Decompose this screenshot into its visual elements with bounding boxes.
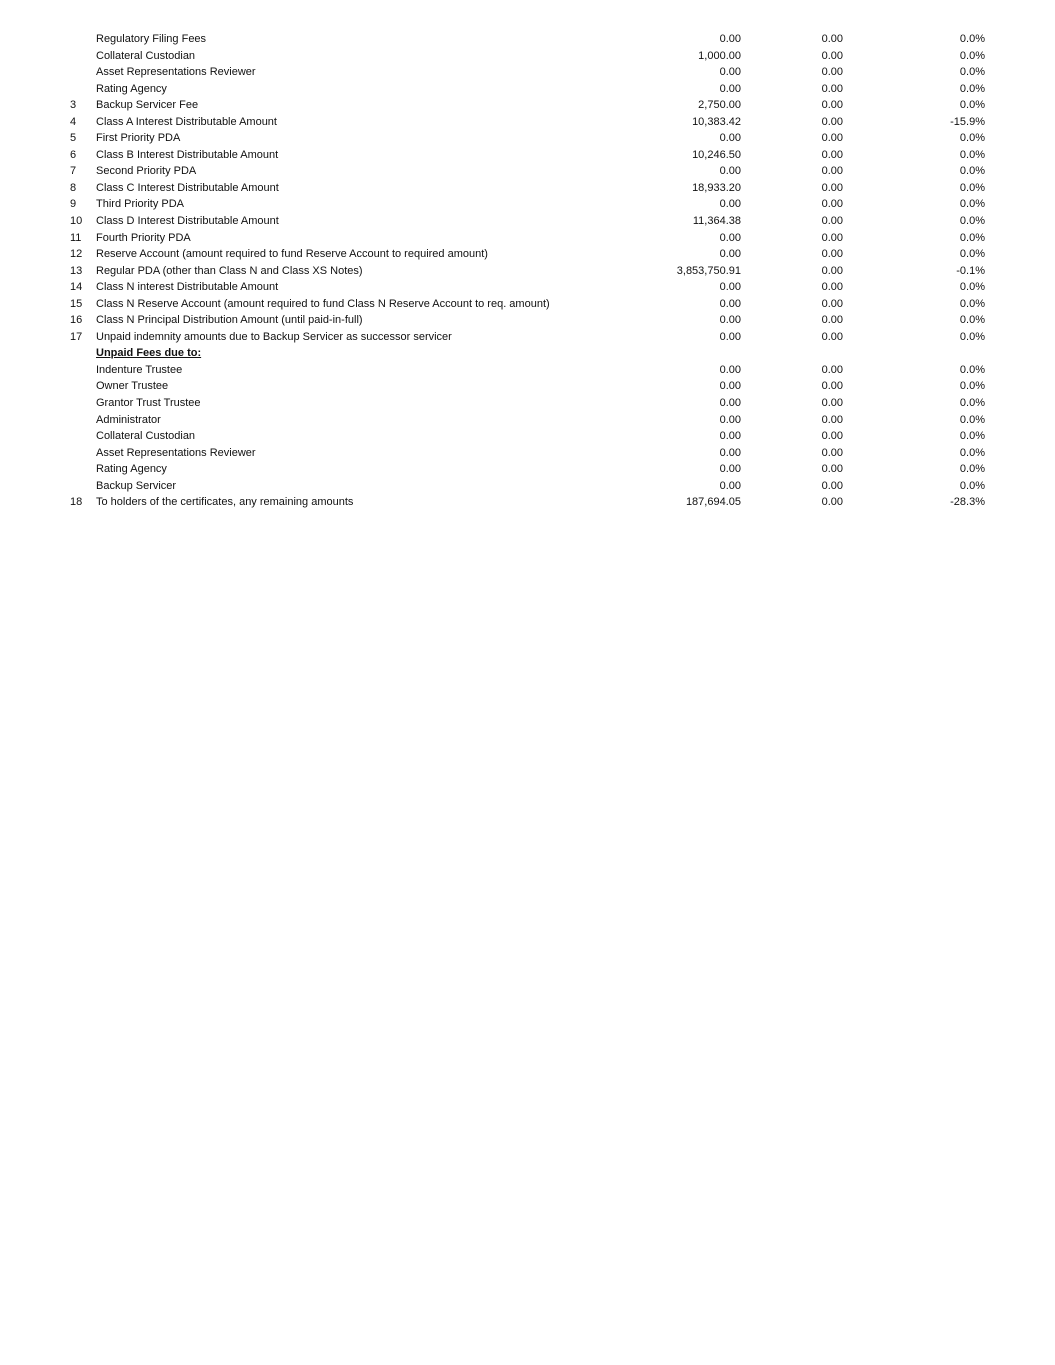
row-amount-secondary: 0.00 bbox=[821, 115, 843, 128]
row-amount: 0.00 bbox=[719, 132, 741, 145]
row-percent-change: 0.0% bbox=[959, 82, 985, 95]
row-amount-secondary: 0.00 bbox=[821, 181, 843, 194]
row-number: 17 bbox=[70, 330, 83, 343]
row-percent-change: 0.0% bbox=[959, 66, 985, 79]
table-row bbox=[0, 461, 1055, 478]
table-row bbox=[0, 163, 1055, 180]
table-row bbox=[0, 362, 1055, 379]
row-number: 13 bbox=[70, 264, 83, 277]
row-label: Class B Interest Distributable Amount bbox=[96, 148, 279, 161]
row-number: 3 bbox=[70, 99, 77, 112]
row-amount-secondary: 0.00 bbox=[821, 165, 843, 178]
row-number: 12 bbox=[70, 248, 83, 261]
row-amount: 0.00 bbox=[719, 198, 741, 211]
table-row bbox=[0, 494, 1055, 511]
row-amount-secondary: 0.00 bbox=[821, 66, 843, 79]
row-number: 7 bbox=[70, 165, 77, 178]
row-number: 11 bbox=[70, 231, 82, 244]
row-amount: 10,246.50 bbox=[692, 148, 741, 161]
row-amount: 10,383.42 bbox=[692, 115, 741, 128]
row-amount-secondary: 0.00 bbox=[821, 132, 843, 145]
section-heading-row bbox=[0, 345, 1055, 362]
row-amount: 1,000.00 bbox=[698, 49, 741, 62]
row-percent-change: 0.0% bbox=[959, 198, 985, 211]
row-percent-change: -15.9% bbox=[950, 115, 985, 128]
table-row bbox=[0, 478, 1055, 495]
row-percent-change: 0.0% bbox=[959, 463, 985, 476]
row-label: Class N Principal Distribution Amount (until paid-in-full) bbox=[96, 314, 363, 327]
row-percent-change: 0.0% bbox=[959, 297, 985, 310]
row-label: Owner Trustee bbox=[96, 380, 169, 393]
row-label: Backup Servicer Fee bbox=[96, 99, 199, 112]
row-number: 16 bbox=[70, 314, 83, 327]
row-amount-secondary: 0.00 bbox=[821, 363, 843, 376]
row-amount: 0.00 bbox=[719, 397, 741, 410]
row-label: Reserve Account (amount required to fund Reserve Account to required amount) bbox=[96, 248, 488, 261]
row-percent-change: 0.0% bbox=[959, 281, 985, 294]
row-label: First Priority PDA bbox=[96, 132, 181, 145]
table-row bbox=[0, 180, 1055, 197]
row-amount-secondary: 0.00 bbox=[821, 148, 843, 161]
row-percent-change: 0.0% bbox=[959, 413, 985, 426]
row-number: 4 bbox=[70, 115, 77, 128]
table-row bbox=[0, 279, 1055, 296]
row-amount: 0.00 bbox=[719, 281, 741, 294]
row-amount-secondary: 0.00 bbox=[821, 380, 843, 393]
table-row bbox=[0, 147, 1055, 164]
row-amount: 0.00 bbox=[719, 165, 741, 178]
row-percent-change: 0.0% bbox=[959, 231, 985, 244]
row-number: 10 bbox=[70, 215, 83, 228]
row-amount: 0.00 bbox=[719, 33, 741, 45]
row-percent-change: 0.0% bbox=[959, 33, 985, 45]
table-row bbox=[0, 114, 1055, 131]
row-number: 14 bbox=[70, 281, 83, 294]
row-percent-change: 0.0% bbox=[959, 330, 985, 343]
row-amount: 0.00 bbox=[719, 314, 741, 327]
row-amount: 0.00 bbox=[719, 380, 741, 393]
row-amount-secondary: 0.00 bbox=[821, 446, 843, 459]
row-label: Backup Servicer bbox=[96, 479, 177, 492]
table-row bbox=[0, 130, 1055, 147]
table-row bbox=[0, 31, 1055, 48]
row-percent-change: 0.0% bbox=[959, 49, 985, 62]
row-label: Administrator bbox=[96, 413, 161, 426]
row-amount: 0.00 bbox=[719, 446, 741, 459]
row-percent-change: 0.0% bbox=[959, 132, 985, 145]
row-amount-secondary: 0.00 bbox=[821, 215, 843, 228]
row-amount: 0.00 bbox=[719, 330, 741, 343]
table-row bbox=[0, 213, 1055, 230]
row-percent-change: 0.0% bbox=[959, 248, 985, 261]
row-amount-secondary: 0.00 bbox=[821, 82, 843, 95]
table-row bbox=[0, 378, 1055, 395]
row-amount-secondary: 0.00 bbox=[821, 297, 843, 310]
row-amount: 18,933.20 bbox=[692, 181, 741, 194]
row-number: 5 bbox=[70, 132, 77, 145]
row-number: 6 bbox=[70, 148, 77, 161]
row-amount-secondary: 0.00 bbox=[821, 231, 843, 244]
row-label: Fourth Priority PDA bbox=[96, 231, 191, 244]
row-amount-secondary: 0.00 bbox=[821, 198, 843, 211]
table-row bbox=[0, 64, 1055, 81]
table-row bbox=[0, 196, 1055, 213]
row-amount-secondary: 0.00 bbox=[821, 463, 843, 476]
row-label: Second Priority PDA bbox=[96, 165, 197, 178]
row-label: Class N Reserve Account (amount required to fund Class N Reserve Account to req. amount) bbox=[96, 297, 550, 310]
row-amount-secondary: 0.00 bbox=[821, 314, 843, 327]
row-label: Unpaid Fees due to: bbox=[96, 347, 202, 360]
row-amount: 0.00 bbox=[719, 363, 741, 376]
row-percent-change: 0.0% bbox=[959, 99, 985, 112]
row-amount: 187,694.05 bbox=[685, 496, 741, 509]
table-row bbox=[0, 395, 1055, 412]
row-amount: 0.00 bbox=[719, 231, 741, 244]
table-row bbox=[0, 48, 1055, 65]
table-row bbox=[0, 97, 1055, 114]
row-label: Asset Representations Reviewer bbox=[96, 446, 256, 459]
distribution-waterfall-table bbox=[0, 31, 1055, 511]
row-label: Indenture Trustee bbox=[96, 363, 183, 376]
row-label: Class D Interest Distributable Amount bbox=[96, 215, 279, 228]
row-number: 18 bbox=[70, 496, 83, 509]
row-amount-secondary: 0.00 bbox=[821, 430, 843, 443]
row-amount-secondary: 0.00 bbox=[821, 479, 843, 492]
table-row bbox=[0, 329, 1055, 346]
row-amount: 0.00 bbox=[719, 66, 741, 79]
row-amount-secondary: 0.00 bbox=[821, 496, 843, 509]
row-label: Class C Interest Distributable Amount bbox=[96, 181, 279, 194]
row-percent-change: 0.0% bbox=[959, 380, 985, 393]
row-number: 8 bbox=[70, 181, 77, 194]
row-label: Rating Agency bbox=[96, 82, 167, 95]
row-amount-secondary: 0.00 bbox=[821, 264, 843, 277]
row-label: Third Priority PDA bbox=[96, 198, 185, 211]
row-amount: 0.00 bbox=[719, 82, 741, 95]
row-amount-secondary: 0.00 bbox=[821, 413, 843, 426]
row-percent-change: 0.0% bbox=[959, 363, 985, 376]
row-percent-change: 0.0% bbox=[959, 479, 985, 492]
row-amount: 0.00 bbox=[719, 413, 741, 426]
row-label: Regular PDA (other than Class N and Class XS Notes) bbox=[96, 264, 363, 277]
row-percent-change: 0.0% bbox=[959, 148, 985, 161]
row-percent-change: 0.0% bbox=[959, 446, 985, 459]
row-amount-secondary: 0.00 bbox=[821, 248, 843, 261]
row-amount: 3,853,750.91 bbox=[676, 264, 741, 277]
row-label: Rating Agency bbox=[96, 463, 167, 476]
table-row bbox=[0, 296, 1055, 313]
table-row bbox=[0, 412, 1055, 429]
row-amount: 11,364.38 bbox=[692, 215, 741, 228]
row-number: 9 bbox=[70, 198, 77, 211]
row-percent-change: 0.0% bbox=[959, 215, 985, 228]
row-amount: 2,750.00 bbox=[698, 99, 741, 112]
row-percent-change: -0.1% bbox=[956, 264, 985, 277]
row-amount-secondary: 0.00 bbox=[821, 330, 843, 343]
table-row bbox=[0, 81, 1055, 98]
row-label: Unpaid indemnity amounts due to Backup Servicer as successor servicer bbox=[96, 330, 452, 343]
row-percent-change: -28.3% bbox=[950, 496, 985, 509]
table-row bbox=[0, 246, 1055, 263]
row-label: Collateral Custodian bbox=[96, 430, 196, 443]
row-amount: 0.00 bbox=[719, 430, 741, 443]
row-amount-secondary: 0.00 bbox=[821, 99, 843, 112]
row-amount: 0.00 bbox=[719, 297, 741, 310]
row-label: Collateral Custodian bbox=[96, 49, 196, 62]
row-amount: 0.00 bbox=[719, 479, 741, 492]
row-label: Class N interest Distributable Amount bbox=[96, 281, 279, 294]
row-amount-secondary: 0.00 bbox=[821, 33, 843, 45]
row-amount: 0.00 bbox=[719, 463, 741, 476]
row-amount-secondary: 0.00 bbox=[821, 49, 843, 62]
row-amount-secondary: 0.00 bbox=[821, 281, 843, 294]
row-percent-change: 0.0% bbox=[959, 314, 985, 327]
row-label: To holders of the certificates, any remaining amounts bbox=[96, 496, 354, 509]
table-row bbox=[0, 230, 1055, 247]
row-amount-secondary: 0.00 bbox=[821, 397, 843, 410]
row-label: Asset Representations Reviewer bbox=[96, 66, 256, 79]
table-row bbox=[0, 445, 1055, 462]
table-row bbox=[0, 263, 1055, 280]
row-amount: 0.00 bbox=[719, 248, 741, 261]
row-number: 15 bbox=[70, 297, 83, 310]
row-percent-change: 0.0% bbox=[959, 165, 985, 178]
row-percent-change: 0.0% bbox=[959, 430, 985, 443]
row-label: Grantor Trust Trustee bbox=[96, 397, 201, 410]
table-row bbox=[0, 312, 1055, 329]
row-label: Class A Interest Distributable Amount bbox=[96, 115, 277, 128]
row-percent-change: 0.0% bbox=[959, 397, 985, 410]
row-percent-change: 0.0% bbox=[959, 181, 985, 194]
table-row bbox=[0, 428, 1055, 445]
row-label: Regulatory Filing Fees bbox=[96, 33, 207, 45]
